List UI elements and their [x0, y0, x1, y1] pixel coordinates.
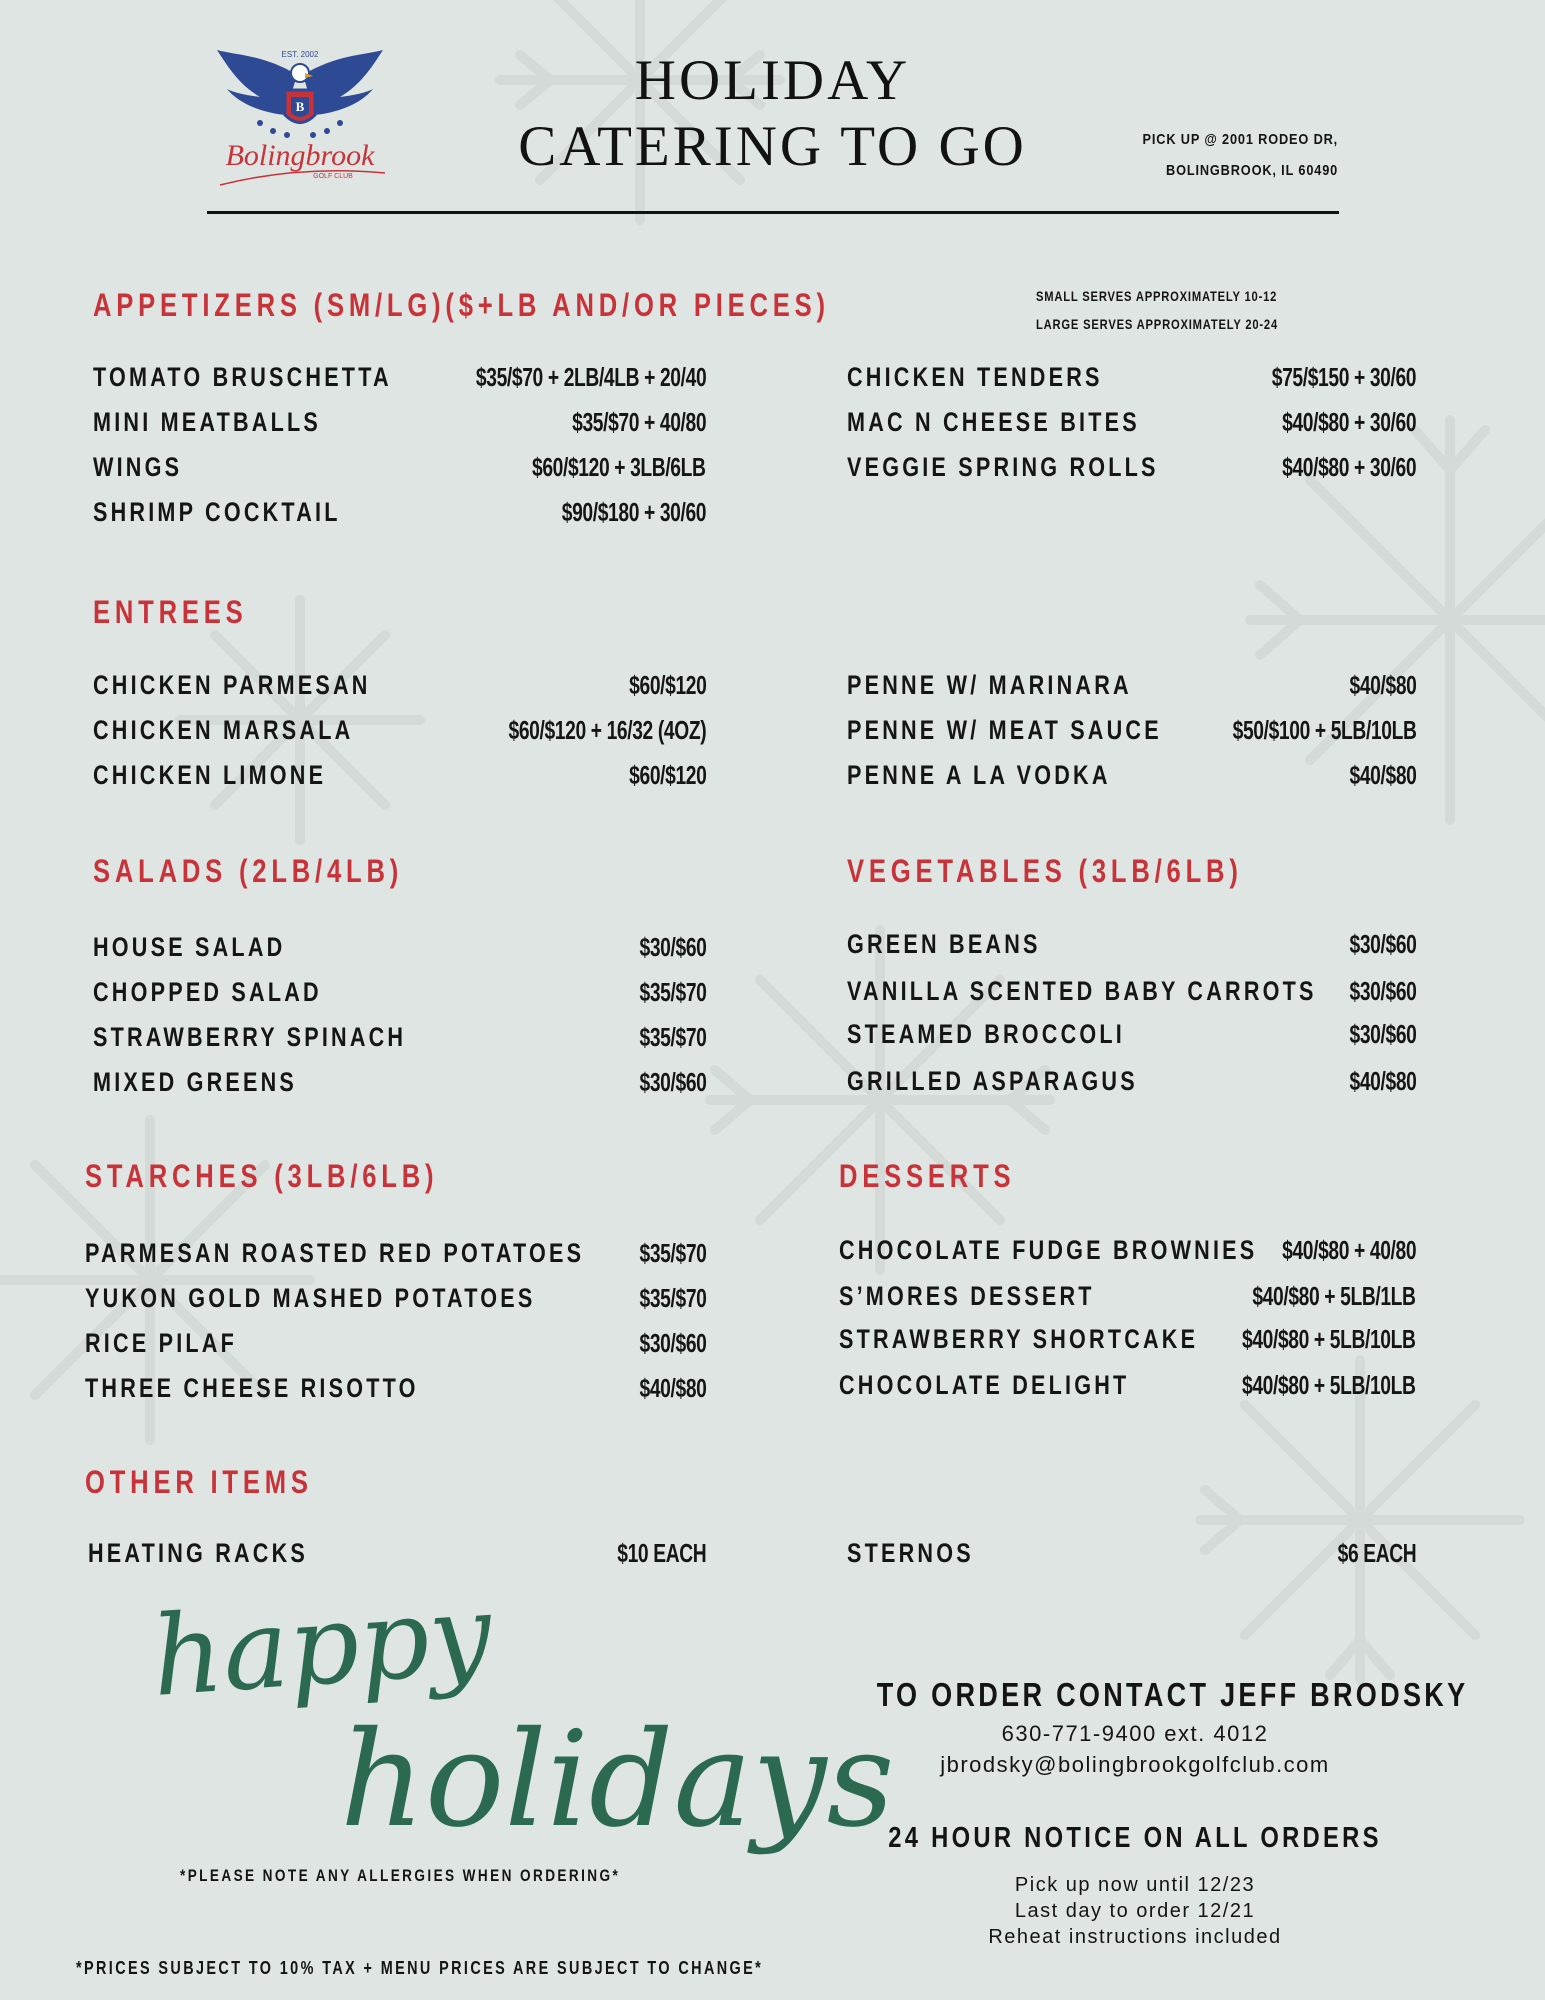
item-price: $40/$80 + 40/80	[1281, 1235, 1416, 1265]
item-name: PENNE A LA VODKA	[847, 760, 1111, 790]
contact-block	[820, 1676, 1469, 1780]
menu-item	[847, 929, 1416, 969]
item-price: $60/$120	[628, 760, 706, 790]
contact-phone[interactable]: 630-771-9400 ext. 4012	[1001, 1721, 1269, 1746]
item-price: $35/$70 + 2LB/4LB + 20/40	[475, 362, 706, 392]
menu-item	[93, 715, 706, 755]
item-name: VEGGIE SPRING ROLLS	[847, 452, 1159, 482]
contact-heading: TO ORDER CONTACT JEFF BRODSKY	[876, 1676, 1469, 1713]
item-price: $75/$150 + 30/60	[1271, 362, 1416, 392]
item-name: GRILLED ASPARAGUS	[847, 1066, 1138, 1096]
allergy-note: *PLEASE NOTE ANY ALLERGIES WHEN ORDERING*	[180, 1866, 621, 1885]
item-price: $40/$80	[1349, 760, 1416, 790]
menu-item	[93, 407, 706, 447]
item-name: PENNE W/ MARINARA	[847, 670, 1132, 700]
item-name: THREE CHEESE RISOTTO	[85, 1373, 419, 1403]
menu-item	[93, 1022, 706, 1062]
logo-name: Bolingbrook	[225, 139, 375, 172]
menu-item	[847, 976, 1416, 1016]
menu-item	[839, 1281, 1416, 1321]
item-name: HEATING RACKS	[88, 1538, 309, 1568]
menu-item	[93, 670, 706, 710]
menu-item	[93, 497, 706, 537]
desserts-heading: DESSERTS	[839, 1158, 1016, 1194]
item-name: WINGS	[93, 452, 183, 482]
item-name: MINI MEATBALLS	[93, 407, 321, 437]
item-price: $35/$70 + 40/80	[571, 407, 706, 437]
menu-item	[85, 1238, 706, 1278]
item-price: $35/$70	[639, 977, 706, 1007]
item-name: STEAMED BROCCOLI	[847, 1019, 1125, 1049]
menu-item	[93, 760, 706, 800]
logo-est-text: EST. 2002	[281, 50, 319, 59]
reheat-note: Reheat instructions included	[988, 1926, 1282, 1948]
item-price: $35/$70	[639, 1238, 706, 1268]
eagle-icon	[217, 50, 383, 138]
serving-sizes-note	[1036, 282, 1278, 338]
item-price: $60/$120 + 16/32 (4OZ)	[508, 715, 706, 745]
item-name: PARMESAN ROASTED RED POTATOES	[85, 1238, 585, 1268]
item-price: $6 EACH	[1337, 1538, 1416, 1568]
pickup-line-2: BOLINGBROOK, IL 60490	[1165, 162, 1338, 179]
pickup-info	[820, 1872, 1450, 1950]
item-price: $30/$60	[639, 1328, 706, 1358]
item-price: $40/$80 + 30/60	[1281, 452, 1416, 482]
menu-item	[847, 760, 1416, 800]
item-price: $90/$180 + 30/60	[561, 497, 706, 527]
item-price: $40/$80	[1349, 670, 1416, 700]
menu-item	[847, 362, 1416, 402]
item-name: RICE PILAF	[85, 1328, 238, 1358]
header-divider	[207, 211, 1339, 214]
item-name: STERNOS	[847, 1538, 974, 1568]
menu-item	[847, 1066, 1416, 1106]
item-price: $40/$80 + 30/60	[1281, 407, 1416, 437]
menu-item	[93, 362, 706, 402]
contact-email[interactable]: jbrodsky@bolingbrookgolfclub.com	[940, 1752, 1330, 1777]
menu-item	[839, 1235, 1416, 1275]
item-name: S’MORES DESSERT	[839, 1281, 1095, 1311]
item-price: $40/$80	[1349, 1066, 1416, 1096]
menu-item	[93, 1067, 706, 1107]
item-price: $40/$80 + 5LB/10LB	[1242, 1324, 1416, 1354]
item-name: HOUSE SALAD	[93, 932, 286, 962]
happy-text: happy	[147, 1569, 496, 1721]
item-name: CHICKEN PARMESAN	[93, 670, 371, 700]
item-name: CHOCOLATE DELIGHT	[839, 1370, 1130, 1400]
menu-item	[847, 715, 1416, 755]
item-name: YUKON GOLD MASHED POTATOES	[85, 1283, 536, 1313]
item-name: STRAWBERRY SPINACH	[93, 1022, 407, 1052]
title-line-1: HOLIDAY	[634, 49, 911, 112]
item-price: $40/$80 + 5LB/1LB	[1252, 1281, 1416, 1311]
pickup-address	[1142, 124, 1338, 186]
item-price: $30/$60	[639, 1067, 706, 1097]
item-name: GREEN BEANS	[847, 929, 1041, 959]
pickup-until: Pick up now until 12/23	[1014, 1874, 1256, 1896]
menu-item	[85, 1283, 706, 1323]
menu-item	[847, 1538, 1416, 1578]
menu-item	[93, 452, 706, 492]
happy-holidays-script	[130, 1569, 895, 1905]
menu-item	[85, 1373, 706, 1413]
item-name: CHOPPED SALAD	[93, 977, 322, 1007]
item-price: $60/$120	[628, 670, 706, 700]
item-name: CHOCOLATE FUDGE BROWNIES	[839, 1235, 1258, 1265]
item-price: $30/$60	[1349, 976, 1416, 1006]
item-name: STRAWBERRY SHORTCAKE	[839, 1324, 1199, 1354]
item-price: $30/$60	[1349, 929, 1416, 959]
item-name: VANILLA SCENTED BABY CARROTS	[847, 976, 1317, 1006]
salads-heading: SALADS (2LB/4LB)	[93, 853, 404, 889]
last-day-to-order: Last day to order 12/21	[1014, 1900, 1256, 1922]
item-name: CHICKEN LIMONE	[93, 760, 327, 790]
appetizers-heading: APPETIZERS (SM/LG)($+LB AND/OR PIECES)	[93, 287, 830, 323]
vegetables-heading: VEGETABLES (3LB/6LB)	[847, 853, 1243, 889]
menu-item	[93, 977, 706, 1017]
menu-item	[93, 932, 706, 972]
entrees-heading: ENTREES	[93, 594, 248, 630]
menu-item	[85, 1328, 706, 1368]
item-price: $40/$80	[639, 1373, 706, 1403]
item-name: TOMATO BRUSCHETTA	[93, 362, 392, 392]
item-name: CHICKEN TENDERS	[847, 362, 1103, 392]
title-line-2: CATERING TO GO	[518, 115, 1027, 178]
menu-item	[847, 452, 1416, 492]
menu-item	[88, 1538, 706, 1578]
tax-note: *PRICES SUBJECT TO 10% TAX + MENU PRICES ARE SUBJECT TO CHANGE*	[76, 1958, 764, 1978]
other-items-heading: OTHER ITEMS	[85, 1464, 313, 1500]
serves-small: SMALL SERVES APPROXIMATELY 10-12	[1036, 288, 1278, 304]
logo-letter: B	[295, 99, 305, 114]
logo-sub: GOLF CLUB	[313, 173, 353, 180]
menu-item	[847, 670, 1416, 710]
item-name: MIXED GREENS	[93, 1067, 298, 1097]
item-price: $10 EACH	[616, 1538, 706, 1568]
notice-text: 24 HOUR NOTICE ON ALL ORDERS	[888, 1822, 1382, 1854]
pickup-line-1: PICK UP @ 2001 RODEO DR,	[1142, 131, 1338, 148]
item-price: $35/$70	[639, 1022, 706, 1052]
serves-large: LARGE SERVES APPROXIMATELY 20-24	[1036, 316, 1278, 332]
item-name: SHRIMP COCKTAIL	[93, 497, 341, 527]
starches-heading: STARCHES (3LB/6LB)	[85, 1158, 439, 1194]
item-price: $50/$100 + 5LB/10LB	[1232, 715, 1416, 745]
item-price: $30/$60	[1349, 1019, 1416, 1049]
page-title	[440, 48, 1105, 180]
item-name: CHICKEN MARSALA	[93, 715, 354, 745]
item-price: $40/$80 + 5LB/10LB	[1242, 1370, 1416, 1400]
golf-club-logo	[205, 45, 395, 195]
holidays-text: holidays	[340, 1703, 895, 1857]
menu-item	[839, 1324, 1416, 1364]
item-name: PENNE W/ MEAT SAUCE	[847, 715, 1162, 745]
item-price: $30/$60	[639, 932, 706, 962]
item-price: $60/$120 + 3LB/6LB	[532, 452, 706, 482]
item-price: $35/$70	[639, 1283, 706, 1313]
menu-item	[839, 1370, 1416, 1410]
menu-item	[847, 407, 1416, 447]
item-name: MAC N CHEESE BITES	[847, 407, 1140, 437]
menu-item	[847, 1019, 1416, 1059]
